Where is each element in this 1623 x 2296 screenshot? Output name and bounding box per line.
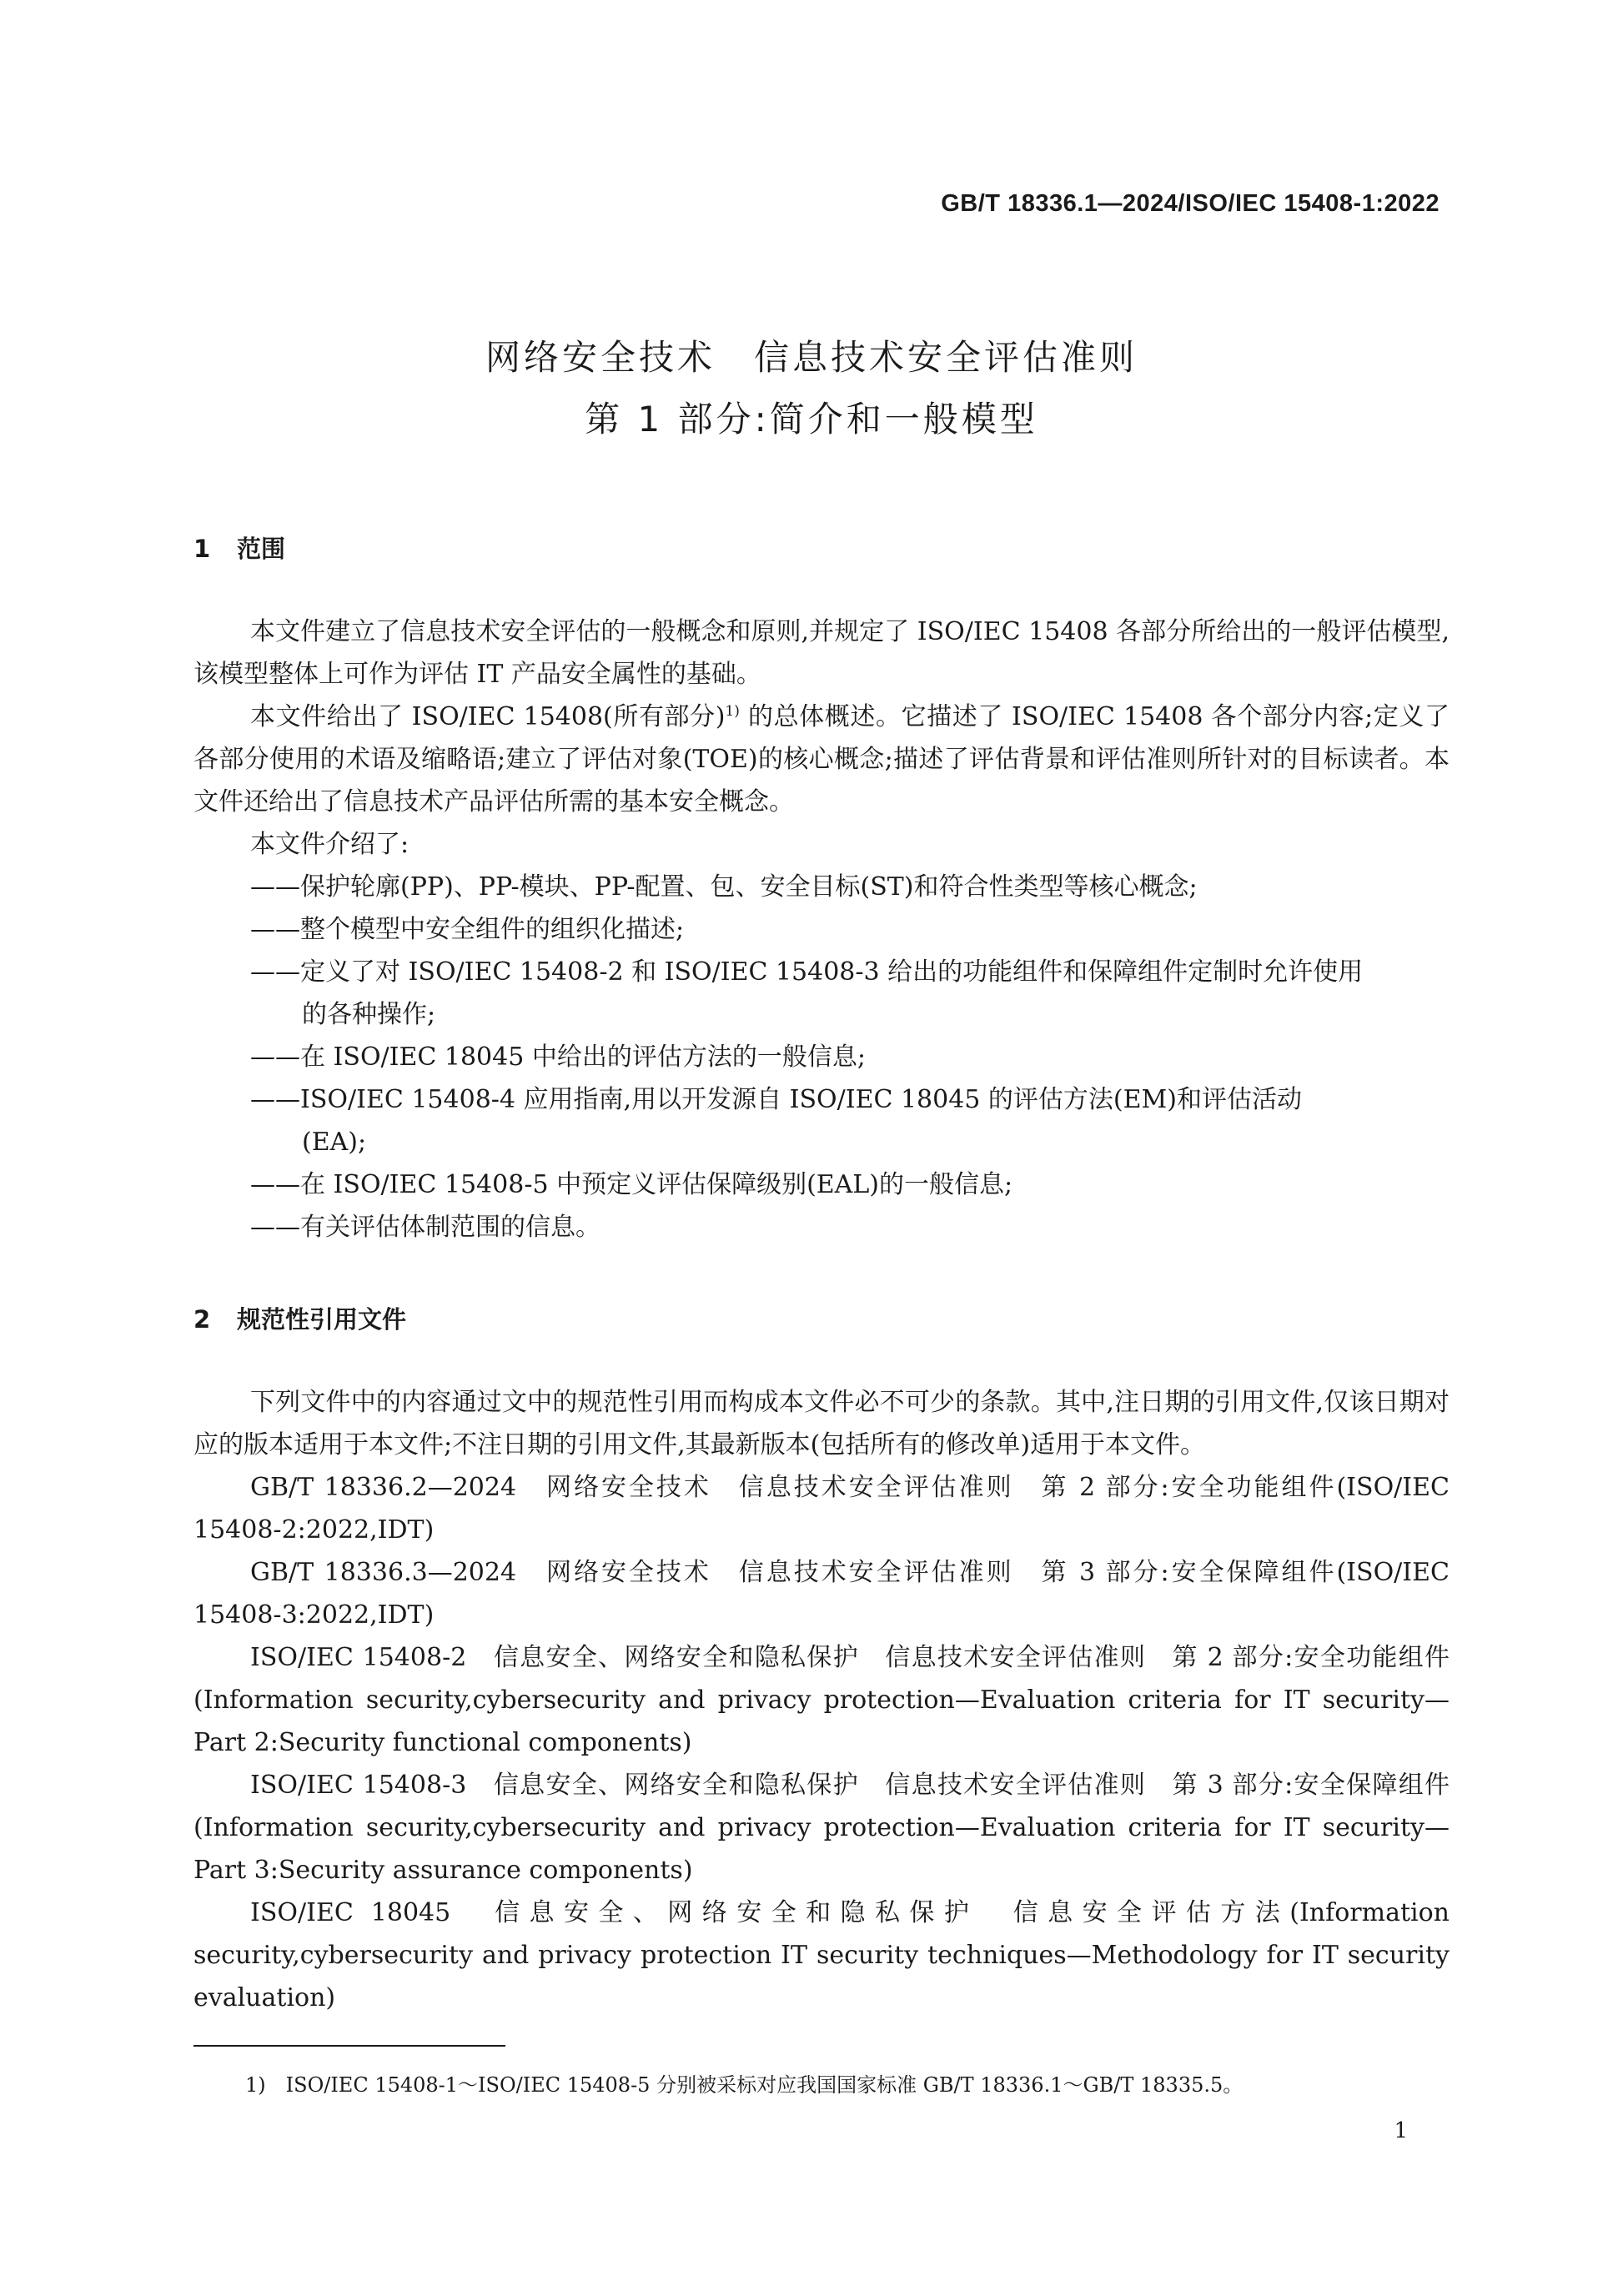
document-code-header: GB/T 18336.1—2024/ISO/IEC 15408-1:2022 — [941, 190, 1440, 217]
section-2-number: 2 — [193, 1305, 211, 1334]
section-1-number: 1 — [193, 535, 211, 563]
section-1-paragraph-3: 本文件介绍了: — [250, 830, 410, 859]
section-1-paragraph-2 — [193, 696, 1450, 823]
section-2-body — [193, 1381, 1450, 2019]
section-1-paragraph-1: 本文件建立了信息技术安全评估的一般概念和原则,并规定了 ISO/IEC 15408 各部分所给出的一般评估模型,该模型整体上可作为评估 IT 产品安全属性的基础。 — [193, 617, 1450, 689]
paragraph-2-text-after: 的总体概述。它描述了 ISO/IEC 15408 各个部分内容;定义了各部分使用的术语及缩略语;建立了评估对象(TOE)的核心概念;描述了评估背景和评估准则所针对的目标读者。本文件还给出了信息技术产品评估所需的基本安全概念。 — [193, 702, 1450, 816]
list-item: ——ISO/IEC 15408-4 应用指南,用以开发源自 ISO/IEC 18045 的评估方法(EM)和评估活动 — [250, 1085, 1302, 1114]
list-item: ——定义了对 ISO/IEC 15408-2 和 ISO/IEC 15408-3 给出的功能组件和保障组件定制时允许使用 — [250, 957, 1364, 987]
section-2-paragraph-1: 下列文件中的内容通过文中的规范性引用而构成本文件必不可少的条款。其中,注日期的引用文件,仅该日期对应的版本适用于本文件;不注日期的引用文件,其最新版本(包括所有的修改单)适用于本文件。 — [193, 1388, 1450, 1459]
section-1-title: 范围 — [237, 535, 286, 563]
section-2-heading — [193, 1301, 406, 1335]
normative-reference: ISO/IEC 15408-2 信息安全、网络安全和隐私保护 信息技术安全评估准则 第 2 部分:安全功能组件(Information security,cybersecurity and privacy protection—Evaluation criteria for IT security—Part 2:Security functional components) — [193, 1643, 1450, 1757]
list-item-continuation: 的各种操作; — [302, 1000, 436, 1029]
footnote-reference: 1) — [725, 703, 740, 720]
footnote — [245, 2068, 1243, 2098]
section-1-body — [193, 610, 1450, 1248]
section-1-heading — [193, 530, 285, 565]
list-item: ——整个模型中安全组件的组织化描述; — [250, 915, 685, 944]
list-item: ——在 ISO/IEC 18045 中给出的评估方法的一般信息; — [250, 1042, 866, 1072]
list-item: ——保护轮廓(PP)、PP-模块、PP-配置、包、安全目标(ST)和符合性类型等核心概念; — [250, 872, 1198, 902]
section-2-title: 规范性引用文件 — [237, 1305, 407, 1334]
list-item: ——在 ISO/IEC 15408-5 中预定义评估保障级别(EAL)的一般信息; — [250, 1170, 1013, 1199]
normative-reference: ISO/IEC 18045 信息安全、网络安全和隐私保护 信息安全评估方法(Information security,cybersecurity and privacy protection IT security techniques—Methodology for IT security evaluation) — [193, 1898, 1450, 2012]
list-item: ——有关评估体制范围的信息。 — [250, 1213, 600, 1242]
normative-reference: GB/T 18336.2—2024 网络安全技术 信息技术安全评估准则 第 2 部分:安全功能组件(ISO/IEC 15408-2:2022,IDT) — [193, 1473, 1450, 1545]
normative-reference: GB/T 18336.3—2024 网络安全技术 信息技术安全评估准则 第 3 部分:安全保障组件(ISO/IEC 15408-3:2022,IDT) — [193, 1558, 1450, 1630]
normative-reference: ISO/IEC 15408-3 信息安全、网络安全和隐私保护 信息技术安全评估准则 第 3 部分:安全保障组件(Information security,cybersecurity and privacy protection—Evaluation criteria for IT security—Part 3:Security assurance components) — [193, 1771, 1450, 1885]
footnote-divider — [193, 2045, 505, 2047]
list-item-continuation: (EA); — [302, 1128, 367, 1157]
footnote-text: ISO/IEC 15408-1～ISO/IEC 15408-5 分别被采标对应我国国家标准 GB/T 18336.1～GB/T 18335.5。 — [285, 2073, 1244, 2097]
footnote-mark: 1) — [245, 2073, 266, 2097]
paragraph-2-text-before: 本文件给出了 ISO/IEC 15408(所有部分) — [250, 702, 726, 731]
page-number: 1 — [1394, 2118, 1408, 2143]
document-title-line-1: 网络安全技术 信息技术安全评估准则 — [485, 337, 1138, 378]
document-title-line-2: 第 1 部分:简介和一般模型 — [585, 399, 1038, 440]
